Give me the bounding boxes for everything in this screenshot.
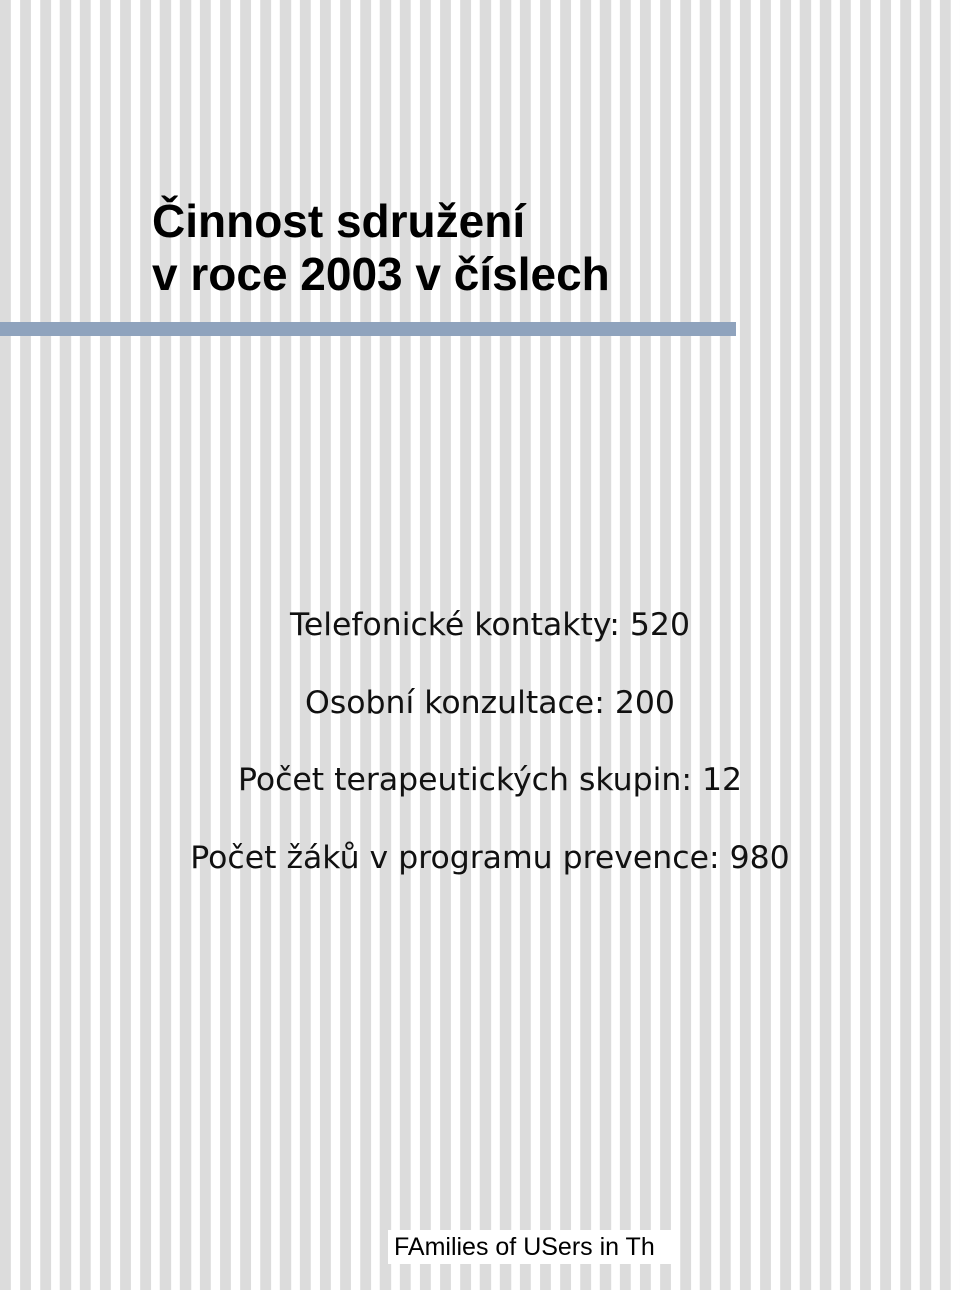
stat-therapy-groups: Počet terapeutických skupin: 12 <box>237 762 743 798</box>
slide-title-line-2: v roce 2003 v číslech <box>152 248 610 300</box>
footer-box <box>388 1230 676 1264</box>
footer-text: FAmilies of USers in Th <box>394 1233 655 1261</box>
statistics-list <box>0 606 960 916</box>
slide-title <box>152 195 610 301</box>
stat-prevention-students: Počet žáků v programu prevence: 980 <box>190 839 790 876</box>
slide-title-line-1: Činnost sdružení <box>152 195 526 247</box>
stat-personal-consultations: Osobní konzultace: 200 <box>305 684 675 721</box>
stat-phone-contacts: Telefonické kontakty: 520 <box>289 607 690 643</box>
title-underline-bar <box>0 322 736 336</box>
